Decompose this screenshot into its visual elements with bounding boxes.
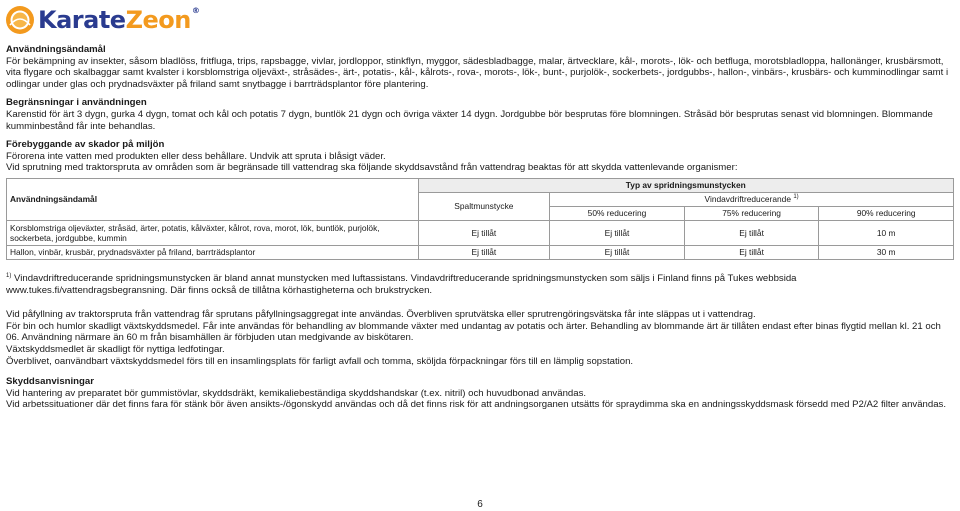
table-header-purpose: Användningsändamål [7,178,419,220]
prevention-text-1: Förorena inte vatten med produkten eller dess behållare. Undvik att spruta i blåsigt väder. [6,150,386,162]
paragraph-bees: För bin och humlor skadligt växtskyddsmedel. Får inte användas för behandling av blommande växter med undantag av potatis och ärter. Behandling av blommande ärt är tillåten endast efter binas flygtid mellan kl. 21 och 06. Användning närmare än 60 m från bisamhällen är förbjuden utan medgivande av biskötaren. [6,320,941,344]
table-header-spray-type: Typ av spridningsmunstycken [418,178,953,192]
table-cell-r75: Ej tillåt [684,245,819,259]
protection-heading: Skyddsanvisningar [6,376,94,388]
footnote-text: Vindavdriftreducerande spridningsmunstycken är bland annat munstycken med luftassistans. Vindavdriftreducerande spridningsmunstycken som säljs i Finland finns på Tukes webbsida www.tukes.fi/vattendragsbegransning. Där finns också de tillåtna körhastigheterna och brukstrycken. [6,272,797,296]
table-cell-r90: 10 m [819,220,954,245]
prevention-heading: Förebyggande av skador på miljön [6,139,165,151]
protection-text-1: Vid hantering av preparatet bör gummistövlar, skyddsdräkt, kemikaliebeständiga skyddshandskar (t.ex. nitril) och huvudbonad användas. [6,387,587,399]
table-row [7,245,954,259]
table-cell-purpose: Korsblomstriga oljeväxter, stråsäd, ärter, potatis, kålväxter, kålrot, rova, morot, lök, buntlök, purjolök, sockerbeta, jordgubbe, kummin [7,220,419,245]
buffer-zone-table [6,178,954,260]
table-cell-slit: Ej tillåt [418,245,550,259]
paragraph-arthropods: Växtskyddsmedlet är skadligt för nyttiga ledfotingar. [6,343,225,355]
table-cell-slit: Ej tillåt [418,220,550,245]
table-cell-r50: Ej tillåt [550,245,685,259]
document-body [6,44,954,411]
brand-logo [5,4,199,36]
protection-text-2: Vid arbetssituationer där det finns fara för stänk bör även ansikts-/ögonskydd användas och då det finns risk för att andningsorganen utsätts för spraydimma ska en andningsskyddsmask försedd med P2/A2 filter användas. [6,399,946,411]
paragraph-disposal: Överblivet, oanvändbart växtskyddsmedel förs till en insamlingsplats för farligt avfall och tomma, sköljda förpackningar förs till en lämplig sopstation. [6,355,634,367]
table-header-reduction-75: 75% reducering [684,206,819,220]
table-row [7,220,954,245]
table-cell-r90: 30 m [819,245,954,259]
table-cell-purpose: Hallon, vinbär, krusbär, prydnadsväxter på friland, barrträdsplantor [7,245,419,259]
table-header-drift-reducing: Vindavdriftreducerande $^{1)}$ [550,192,954,206]
prevention-text-2: Vid sprutning med traktorspruta av områden som är begränsade till vattendrag ska följande skyddsavstånd från vattendrag beaktas för att skydda vattenlevande organismer: [6,162,738,174]
table-cell-r75: Ej tillåt [684,220,819,245]
table-header-reduction-90: 90% reducering [819,206,954,220]
usage-heading: Användningsändamål [6,44,106,55]
table-cell-r50: Ej tillåt [550,220,685,245]
restrictions-text: Karenstid för ärt 3 dygn, gurka 4 dygn, tomat och kål och potatis 7 dygn, buntlök 21 dygn och övriga växter 14 dygn. Jordgubbe bör besprutas före blomningen. Stråsäd bör besprutas senast vid blomningen. Blommande kumminbestånd får inte behandlas. [6,108,933,132]
table-header-reduction-50: 50% reducering [550,206,685,220]
sun-logo-icon [5,5,35,35]
table-header-slit-nozzle: Spaltmunstycke [418,192,550,220]
paragraph-filling: Vid påfyllning av traktorspruta från vattendrag får sprutans påfyllningsaggregat inte användas. Överbliven sprutvätska eller sprutrengöringsvätska får inte släppas ut i vattendrag. [6,309,756,321]
usage-text: För bekämpning av insekter, såsom bladlöss, fritfluga, trips, rapsbagge, vivlar, jordloppor, stinkflyn, myggor, sädesbladbagge, malar, ärtvecklare, kål-, morots-, lök- och betfluga, morotsbladloppa, hallonänger, krusbärsmott, vita flygare och skalbaggar samt kvalster i korsblomstriga oljeväxt-, stråsädes-, ärt-, potatis-, kål-, kålrots-, rova-, morots-, lök-, bunt-, purjolök-, sockerbets-, jordgubbs-, hallon-, vinbärs-, krusbärs- och kumminodlingar samt i odlingar under glas och prydnadsväxter på friland samt snytbagge i barrträdsplantor före plantering. [6,55,949,90]
page-number: 6 [477,499,483,510]
footnote-marker: 1) [6,272,12,279]
logo-wordmark: KarateZeon® [38,6,200,34]
footnote [6,273,954,296]
restrictions-heading: Begränsningar i användningen [6,97,147,109]
